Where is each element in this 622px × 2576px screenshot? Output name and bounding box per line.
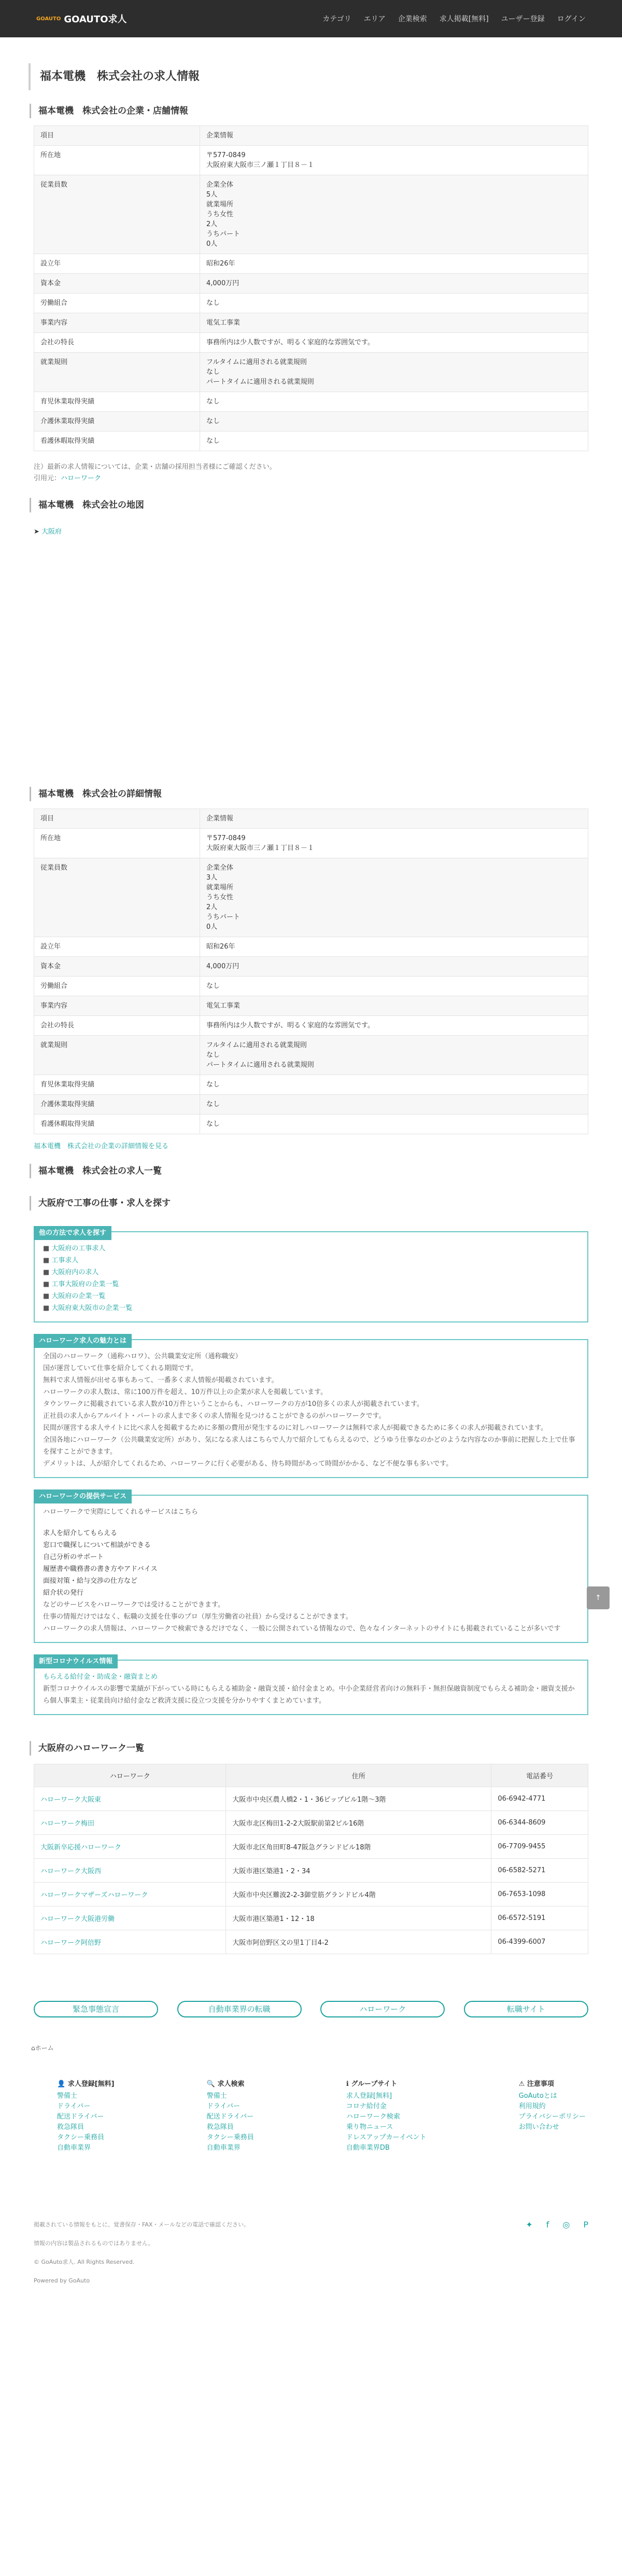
corona-info-text: 新型コロナウイルスの影響で業績が下がっている時にもらえる補助金・融資支援・給付金まとめ。中小企業経営者向けの無料手・無担保融資制度でもらえる補助金・融資支援から個人事業主・従業員向け給付金など救済支援に役立つ支援を分かりやすくまとめています。 [43, 1685, 575, 1705]
footer-note: 掲載されている情報をもとに、覚書保存・FAX・メールなどの電話で確認ください。 [34, 2221, 250, 2228]
table-row [34, 254, 588, 274]
hellowork-name-link[interactable]: ハローワーク大阪港労働 [40, 1915, 115, 1923]
footer-links [0, 2078, 622, 2153]
search-link[interactable]: 大阪府の企業一覧 [51, 1292, 106, 1300]
hellowork-phone: 06-6942-4771 [491, 1787, 588, 1811]
source-link[interactable]: ハローワーク [61, 475, 102, 482]
hellowork-name-link[interactable]: ハローワーク大阪東 [40, 1796, 102, 1804]
note-text: 注）最新の求人情報については、企業・店舗の採用担当者様にご確認ください。 [34, 463, 276, 471]
footer-col-icon: 🔍 [206, 2080, 218, 2088]
row-value: なし [200, 977, 588, 996]
row-label: 育児休業取得実績 [34, 392, 200, 412]
row-label: 従業員数 [34, 858, 200, 937]
row-label: 事業内容 [34, 313, 200, 333]
section-map: 福本電機 株式会社の地図 [30, 498, 588, 512]
table-row [34, 996, 588, 1016]
row-value: 昭和26年 [200, 937, 588, 957]
footer-col-title: 求人検索 [217, 2080, 245, 2088]
row-label: 就業規則 [34, 353, 200, 392]
table-row [34, 1883, 588, 1906]
hellowork-address: 大阪市港区築港1・2・34 [226, 1859, 491, 1883]
service-item: 面接対策・給与交渉の仕方など [43, 1577, 138, 1585]
row-label: 会社の特長 [34, 1016, 200, 1036]
career-site-button[interactable]: 転職サイト [464, 2001, 588, 2017]
footer-link[interactable]: 配送ドライバー [206, 2113, 254, 2121]
scroll-top-button[interactable]: ↑ [587, 1586, 610, 1609]
table-row [34, 829, 588, 858]
emergency-button[interactable]: 緊急事態宣言 [34, 2001, 158, 2017]
footer-link[interactable]: 救急隊員 [57, 2123, 84, 2131]
row-value: 電気工事業 [200, 313, 588, 333]
row-value: 〒577-0849 大阪府東大阪市三ノ瀬１丁目８－１ [200, 146, 588, 175]
home-icon: ⌂ [31, 2044, 35, 2052]
hellowork-name-link[interactable]: ハローワークマザーズハローワーク [40, 1891, 148, 1899]
row-label: 育児休業取得実績 [34, 1075, 200, 1095]
twitter-icon[interactable]: ✦ [526, 2220, 533, 2230]
footer-link[interactable]: プライバシーポリシー [518, 2113, 586, 2121]
table-row [34, 1930, 588, 1954]
appeal-line: 国が運営していて仕事を紹介してくれる期間です。 [43, 1364, 197, 1372]
corona-benefits-link[interactable]: もらえる給付金・助成金・融資まとめ [43, 1673, 158, 1681]
hellowork-phone: 06-6344-8609 [491, 1811, 588, 1835]
other-search-box [34, 1231, 588, 1322]
hellowork-address: 大阪市港区築港1・12・18 [226, 1906, 491, 1930]
appeal-line: 正社員の求人からアルバイト・パートの求人まで多くの求人情報を見つけることができるのがハローワークです。 [43, 1412, 386, 1420]
row-value: なし [200, 392, 588, 412]
hellowork-address: 大阪市北区梅田1-2-2大阪駅前第2ビル16階 [226, 1811, 491, 1835]
hellowork-address: 大阪市阿倍野区文の里1丁目4-2 [226, 1930, 491, 1954]
map-area-link[interactable] [34, 526, 588, 536]
search-link[interactable]: 工事求人 [51, 1257, 79, 1264]
nav-login[interactable]: ログイン [557, 15, 586, 23]
row-label: 労働組合 [34, 977, 200, 996]
row-label: 資本金 [34, 957, 200, 977]
footer-column [519, 2078, 586, 2153]
corona-info-box [34, 1660, 588, 1715]
table-row [34, 957, 588, 977]
table-header-item: 項目 [34, 126, 200, 146]
table-row [34, 1095, 588, 1115]
table-row [34, 392, 588, 412]
footer-link[interactable]: 自動車業界 [57, 2144, 91, 2152]
table-row [34, 313, 588, 333]
service-list [43, 1527, 579, 1599]
map-embed[interactable] [34, 540, 588, 773]
row-value: 企業全体 5人 就業場所 うち女性 2人 うちパート 0人 [200, 175, 588, 254]
service-text [43, 1599, 579, 1635]
main-nav [322, 13, 586, 24]
footer-link[interactable]: 求人登録[無料] [346, 2092, 392, 2100]
detail-info-table [34, 809, 588, 1134]
nav-area[interactable]: エリア [363, 15, 386, 23]
appeal-line: 民間が運営する求人サイトに比べ求人を掲載するために多額の費用が発生するのに対しハローワークは無料で求人が掲載できるために多くの求人が掲載されています。 [43, 1424, 548, 1432]
hellowork-name-link[interactable]: ハローワーク大阪西 [40, 1868, 102, 1875]
row-value: 〒577-0849 大阪府東大阪市三ノ瀬１丁目８－１ [200, 829, 588, 858]
table-row [34, 1859, 588, 1883]
hellowork-appeal-text [43, 1350, 579, 1470]
table-row [34, 1036, 588, 1075]
footer-col-title: 注意事項 [527, 2080, 554, 2088]
row-label: 会社の特長 [34, 333, 200, 353]
map-area-text[interactable]: 大阪府 [41, 528, 62, 536]
table-row [34, 1835, 588, 1859]
hellowork-appeal-label: ハローワーク求人の魅力とは [34, 1334, 132, 1348]
footer-col-title: 求人登録[無料] [67, 2080, 115, 2088]
footer-col-icon: ℹ [346, 2080, 351, 2088]
appeal-line: 全国のハローワーク（通称ハロワ）、公共職業安定所（通称職安） [43, 1353, 242, 1360]
footer-link[interactable]: 利用規約 [518, 2102, 546, 2110]
footer-link[interactable]: コロナ給付金 [346, 2102, 387, 2110]
table-header-item: 項目 [34, 809, 200, 829]
service-item: 紹介状の発行 [43, 1589, 84, 1597]
appeal-line: 無料で求人情報が出せる事もあって、一番多く求人情報が掲載されています。 [43, 1376, 278, 1384]
auto-career-button[interactable]: 自動車業界の転職 [177, 2001, 302, 2017]
row-value: 4,000万円 [200, 274, 588, 294]
hellowork-service-box [34, 1495, 588, 1643]
footer-link[interactable]: 自動車業界 [206, 2144, 241, 2152]
footer-link[interactable]: GoAutoとは [518, 2092, 557, 2100]
row-label: 所在地 [34, 146, 200, 175]
hellowork-appeal-box [34, 1339, 588, 1478]
table-row [34, 1811, 588, 1835]
appeal-line: デメリットは、人が紹介してくれるため、ハローワークに行く必要がある、待ち時間があって時間がかかる、など不便な事も多いです。 [43, 1460, 453, 1468]
list-item[interactable] [43, 1266, 579, 1278]
footer-link[interactable]: ハローワーク検索 [346, 2113, 400, 2121]
service-item: 窓口で職探しについて相談ができる [43, 1541, 151, 1549]
table-header-value: 企業情報 [200, 126, 588, 146]
site-logo[interactable] [36, 12, 127, 25]
list-item[interactable] [43, 1243, 579, 1255]
row-label: 看護休暇取得実績 [34, 1115, 200, 1134]
footer-link[interactable]: 救急隊員 [206, 2123, 234, 2131]
service-line: 仕事の情報だけではなく、転職の支援を仕事のプロ（厚生労働省の社員）から受けることができます。 [43, 1613, 352, 1621]
row-value: なし [200, 1075, 588, 1095]
breadcrumb [0, 2043, 622, 2052]
row-label: 設立年 [34, 937, 200, 957]
section-hellowork-list: 大阪府のハローワーク一覧 [30, 1741, 588, 1756]
table-row [34, 1075, 588, 1095]
row-label: 労働組合 [34, 294, 200, 313]
hellowork-phone: 06-7709-9455 [491, 1835, 588, 1859]
footer-link[interactable]: 自動車業界DB [346, 2144, 390, 2152]
table-row [34, 977, 588, 996]
row-label: 従業員数 [34, 175, 200, 254]
row-value: 電気工事業 [200, 996, 588, 1016]
section-company-info: 福本電機 株式会社の企業・店舗情報 [30, 104, 588, 118]
service-line: ハローワークの求人情報は、ハローワークで検索できるだけでなく、一般に公開されている情報なので、色々なインターネットのサイトにも掲載されていることが多いです [43, 1625, 561, 1633]
footer-link[interactable]: ドライバー [57, 2102, 91, 2110]
search-link[interactable]: 大阪府の工事求人 [51, 1245, 106, 1252]
logo-text: GOAUTO求人 [64, 14, 127, 25]
breadcrumb-home[interactable]: ホーム [35, 2044, 54, 2052]
hellowork-address: 大阪市中央区難波2-2-3御堂筋グランドビル4階 [226, 1883, 491, 1906]
footer-note-2: 情報の内容は製品されるものではありません。 [34, 2240, 154, 2247]
footer-link[interactable]: 乗り物ニュース [346, 2123, 393, 2131]
row-label: 就業規則 [34, 1036, 200, 1075]
row-label: 設立年 [34, 254, 200, 274]
hellowork-name-link[interactable]: ハローワーク梅田 [40, 1820, 95, 1828]
footer-link[interactable]: 配送ドライバー [57, 2113, 104, 2121]
row-label: 介護休業取得実績 [34, 1095, 200, 1115]
footer-column [57, 2078, 115, 2153]
table-row [34, 431, 588, 451]
row-value: 企業全体 3人 就業場所 うち女性 2人 うちパート 0人 [200, 858, 588, 937]
hellowork-phone: 06-6572-5191 [491, 1906, 588, 1930]
disclaimer-note [34, 462, 588, 484]
social-links [526, 2216, 588, 2290]
hellowork-address: 大阪市北区角田町8-47阪急グランドビル18階 [226, 1835, 491, 1859]
company-detail-link[interactable]: 福本電機 株式会社の企業の詳細情報を見る [34, 1143, 169, 1150]
table-row [34, 937, 588, 957]
nav-company-search[interactable]: 企業検索 [398, 15, 427, 23]
row-value: なし [200, 1095, 588, 1115]
hellowork-name-link[interactable]: ハローワーク阿倍野 [40, 1939, 102, 1947]
table-row [34, 1906, 588, 1930]
table-row [34, 1115, 588, 1134]
hellowork-phone: 06-4399-6007 [491, 1930, 588, 1954]
bottom-buttons [34, 2001, 588, 2017]
appeal-line: タウンワークに掲載されている求人数が10万件ということからも、ハローワークの方が10倍多くの求人が掲載されています。 [43, 1400, 424, 1408]
source-label: 引用元： [34, 475, 61, 482]
row-value: フルタイムに適用される就業規則 なし パートタイムに適用される就業規則 [200, 353, 588, 392]
row-value: 事務所内は少人数ですが、明るく家庭的な雰囲気です。 [200, 1016, 588, 1036]
row-value: フルタイムに適用される就業規則 なし パートタイムに適用される就業規則 [200, 1036, 588, 1075]
table-row [34, 1016, 588, 1036]
service-item: 求人を紹介してもらえる [43, 1529, 118, 1537]
nav-category[interactable]: カテゴリ [322, 15, 351, 23]
search-link[interactable]: 工事大阪府の企業一覧 [51, 1280, 119, 1288]
section-job-list: 福本電機 株式会社の求人一覧 [30, 1164, 588, 1178]
row-label: 事業内容 [34, 996, 200, 1016]
other-search-list [43, 1243, 579, 1314]
row-value: なし [200, 294, 588, 313]
footer-link[interactable]: タクシー乗務員 [206, 2134, 254, 2141]
hellowork-phone: 06-7653-1098 [491, 1883, 588, 1906]
row-label: 介護休業取得実績 [34, 412, 200, 431]
powered-by: Powered by GoAuto [34, 2277, 90, 2284]
row-value: 昭和26年 [200, 254, 588, 274]
row-value: 事務所内は少人数ですが、明るく家庭的な雰囲気です。 [200, 333, 588, 353]
table-row [34, 333, 588, 353]
service-line: などのサービスをハローワークでは受けることができます。 [43, 1601, 224, 1609]
footer-link[interactable]: タクシー乗務員 [57, 2134, 105, 2141]
hellowork-name-link[interactable]: 大阪新卒応援ハローワーク [40, 1844, 122, 1851]
row-value: なし [200, 1115, 588, 1134]
hw-header: ハローワーク [34, 1764, 226, 1787]
table-row [34, 353, 588, 392]
table-header-value: 企業情報 [200, 809, 588, 829]
footer-link[interactable]: 警備士 [57, 2092, 78, 2100]
hellowork-phone: 06-6582-5271 [491, 1859, 588, 1883]
copyright: © GoAuto求人. All Rights Reserved. [34, 2259, 135, 2265]
footer-column [207, 2078, 254, 2153]
footer-link[interactable]: お問い合わせ [518, 2123, 559, 2131]
appeal-line: ハローワークの求人数は、常に100万件を超え、10万件以上の企業が求人を掲載しています。 [43, 1388, 328, 1396]
page-title: 福本電機 株式会社の求人情報 [29, 63, 588, 90]
site-header [0, 0, 622, 37]
hw-header: 電話番号 [491, 1764, 588, 1787]
list-item[interactable] [43, 1255, 579, 1266]
footer-link[interactable]: ドライバー [206, 2102, 241, 2110]
table-row [34, 1787, 588, 1811]
table-row [34, 146, 588, 175]
corona-info-label: 新型コロナウイルス情報 [34, 1654, 118, 1668]
table-row [34, 294, 588, 313]
footer-col-title: グループサイト [351, 2080, 398, 2088]
hellowork-button[interactable]: ハローワーク [320, 2001, 445, 2017]
table-row [34, 274, 588, 294]
service-intro: ハローワークで実際にしてくれるサービスはこちら [43, 1508, 199, 1516]
nav-user-register[interactable]: ユーザー登録 [501, 15, 545, 23]
footer-link[interactable]: ドレスアップカーイベント [346, 2134, 427, 2141]
logo-mark: GOAUTO [36, 16, 61, 22]
hellowork-address: 大阪市中央区農人橋2・1・36ピップビル1階〜3階 [226, 1787, 491, 1811]
other-search-label: 他の方法で求人を探す [34, 1226, 111, 1240]
row-label: 資本金 [34, 274, 200, 294]
list-item[interactable] [43, 1278, 579, 1290]
detail-link-row [34, 1140, 588, 1150]
table-row [34, 175, 588, 254]
appeal-line: 全国各地にハローワーク（公共職業安定所）があり、気になる求人はこちらで人力で紹介してもらえるので、どうゆう仕事なのかどのような内容なのか事前に把握した上で仕事を探すことができます。 [43, 1436, 575, 1456]
search-link[interactable]: 大阪府内の求人 [51, 1269, 99, 1276]
row-value: 4,000万円 [200, 957, 588, 977]
pinterest-icon[interactable]: P [583, 2220, 588, 2230]
row-value: なし [200, 431, 588, 451]
facebook-icon[interactable]: f [546, 2220, 549, 2230]
footer-col-icon: 👤 [57, 2080, 68, 2088]
row-value: なし [200, 412, 588, 431]
table-row [34, 412, 588, 431]
list-item[interactable] [43, 1302, 579, 1314]
section-search-jobs: 大阪府で工事の仕事・求人を探す [30, 1196, 588, 1210]
hellowork-service-label: ハローワークの提供サービス [34, 1489, 132, 1503]
nav-post-job[interactable]: 求人掲載[無料] [439, 15, 489, 23]
hellowork-table [34, 1764, 588, 1954]
main-content [34, 63, 588, 2017]
section-detail-info: 福本電機 株式会社の詳細情報 [30, 787, 588, 801]
footer-bottom [34, 2216, 588, 2290]
service-item: 自己分析のサポート [43, 1553, 104, 1561]
table-row [34, 858, 588, 937]
list-item[interactable] [43, 1290, 579, 1302]
footer-column [346, 2078, 427, 2153]
row-label: 看護休暇取得実績 [34, 431, 200, 451]
hw-header: 住所 [226, 1764, 491, 1787]
instagram-icon[interactable]: ◎ [562, 2220, 570, 2230]
search-link[interactable]: 大阪府東大阪市の企業一覧 [51, 1304, 133, 1312]
footer-link[interactable]: 警備士 [206, 2092, 227, 2100]
map-pin-icon: ➤ [34, 528, 42, 536]
service-item: 履歴書や職務書の書き方やアドバイス [43, 1565, 158, 1573]
footer-col-icon: ⚠ [518, 2080, 527, 2088]
row-label: 所在地 [34, 829, 200, 858]
company-info-table [34, 126, 588, 451]
